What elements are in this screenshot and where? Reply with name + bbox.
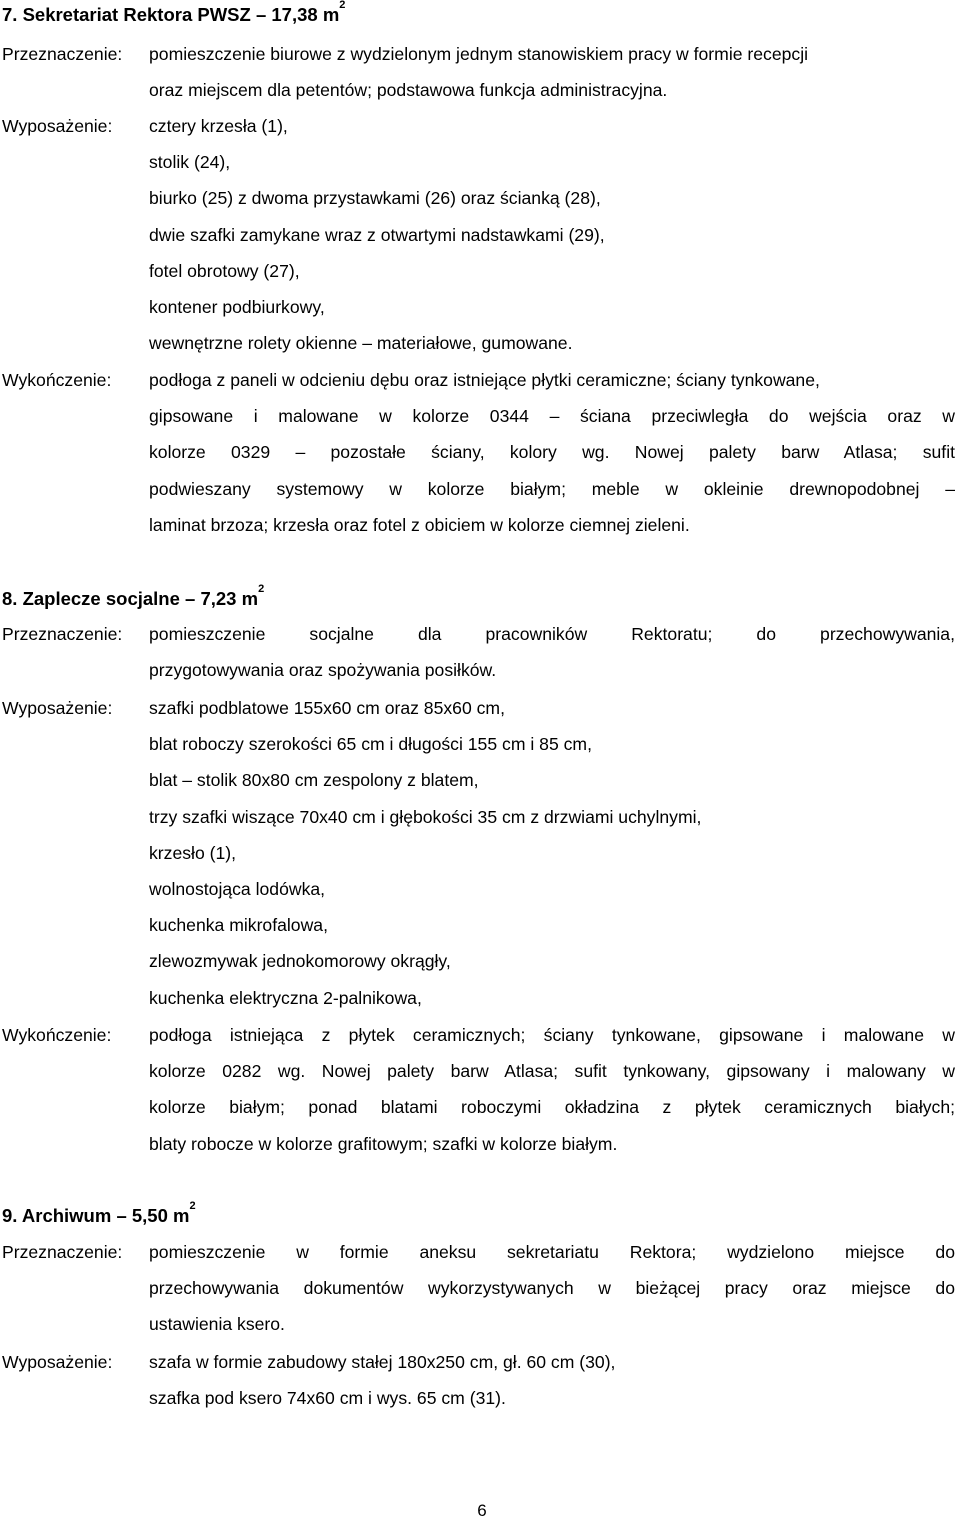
wykonczenie-text — [149, 362, 955, 543]
wyposazenie-list — [149, 108, 955, 361]
text-line: gipsowane i malowane w kolorze 0344 – ściana przeciwległa do wejścia oraz w — [149, 406, 955, 427]
przeznaczenie-label: Przeznaczenie: — [2, 44, 123, 64]
wyposazenie-list — [149, 1344, 955, 1416]
text-line: pomieszczenie biurowe z wydzielonym jednym stanowiskiem pracy w formie recepcji — [149, 44, 809, 64]
text-line: podwieszany systemowy w kolorze białym; meble w okleinie drewnopodobnej – — [149, 478, 955, 499]
text-line: oraz miejscem dla petentów; podstawowa funkcja administracyjna. — [149, 80, 668, 101]
list-item: fotel obrotowy (27), — [149, 260, 300, 281]
text-line: przygotowywania oraz spożywania posiłków. — [149, 660, 497, 681]
section-9-unit-sup: 2 — [189, 1200, 196, 1212]
text-line: podłoga istniejąca z płytek ceramicznych; ściany tynkowane, gipsowane i malowane w — [149, 1025, 955, 1045]
przeznaczenie-text — [149, 36, 955, 108]
text-line: podłoga z paneli w odcieniu dębu oraz istniejące płytki ceramiczne; ściany tynkowane, — [149, 370, 820, 390]
text-line: kolorze białym; ponad blatami roboczymi okładzina z płytek ceramicznych białych; — [149, 1097, 955, 1118]
page-number: 6 — [477, 1501, 487, 1520]
list-item: zlewozmywak jednokomorowy okrągły, — [149, 951, 451, 972]
list-item: biurko (25) z dwoma przystawkami (26) oraz ścianką (28), — [149, 188, 601, 209]
przeznaczenie-label: Przeznaczenie: — [2, 624, 123, 644]
text-line: pomieszczenie w formie aneksu sekretariatu Rektora; wydzielono miejsce do — [149, 1242, 955, 1262]
text-line: kolorze 0329 – pozostałe ściany, kolory wg. Nowej palety barw Atlasa; sufit — [149, 442, 955, 463]
list-item: szafa w formie zabudowy stałej 180x250 cm, gł. 60 cm (30), — [149, 1352, 616, 1372]
section-7-heading — [2, 0, 346, 26]
text-line: ustawienia ksero. — [149, 1314, 285, 1335]
section-7-title: 7. Sekretariat Rektora PWSZ – 17,38 m — [2, 4, 340, 25]
wyposazenie-list — [149, 690, 955, 1016]
text-line: pomieszczenie socjalne dla pracowników Rektoratu; do przechowywania, — [149, 624, 955, 644]
section-8-heading — [2, 583, 265, 610]
list-item: cztery krzesła (1), — [149, 116, 288, 136]
section-9-heading — [2, 1200, 196, 1227]
wyposazenie-label: Wyposażenie: — [2, 1352, 113, 1372]
section-8-unit-sup: 2 — [258, 583, 265, 595]
text-line: przechowywania dokumentów wykorzystywanych w bieżącej pracy oraz miejsce do — [149, 1278, 955, 1299]
list-item: szafki podblatowe 155x60 cm oraz 85x60 cm, — [149, 698, 505, 718]
wykonczenie-label: Wykończenie: — [2, 1025, 112, 1045]
list-item: kuchenka elektryczna 2-palnikowa, — [149, 987, 422, 1008]
text-line: kolorze 0282 wg. Nowej palety barw Atlasa; sufit tynkowany, gipsowany i malowany w — [149, 1061, 955, 1082]
list-item: szafka pod ksero 74x60 cm i wys. 65 cm (31). — [149, 1388, 506, 1409]
list-item: kontener podbiurkowy, — [149, 296, 325, 317]
przeznaczenie-text — [149, 1234, 955, 1343]
list-item: trzy szafki wiszące 70x40 cm i głębokości 35 cm z drzwiami uchylnymi, — [149, 806, 702, 827]
list-item: kuchenka mikrofalowa, — [149, 915, 328, 936]
wyposazenie-label: Wyposażenie: — [2, 698, 113, 718]
text-line: laminat brzoza; krzesła oraz fotel z obiciem w kolorze ciemnej zieleni. — [149, 514, 690, 535]
list-item: wolnostojąca lodówka, — [149, 878, 326, 899]
list-item: stolik (24), — [149, 152, 231, 173]
przeznaczenie-label: Przeznaczenie: — [2, 1242, 123, 1262]
list-item: blat – stolik 80x80 cm zespolony z blatem, — [149, 770, 479, 791]
list-item: wewnętrzne rolety okienne – materiałowe, gumowane. — [149, 333, 573, 354]
list-item: blat roboczy szerokości 65 cm i długości 155 cm i 85 cm, — [149, 734, 592, 755]
section-7-unit-sup: 2 — [339, 0, 346, 11]
text-line: blaty robocze w kolorze grafitowym; szafki w kolorze białym. — [149, 1133, 618, 1154]
wykonczenie-text — [149, 1017, 955, 1162]
wykonczenie-label: Wykończenie: — [2, 370, 112, 390]
list-item: dwie szafki zamykane wraz z otwartymi nadstawkami (29), — [149, 224, 605, 245]
wyposazenie-label: Wyposażenie: — [2, 116, 113, 136]
list-item: krzesło (1), — [149, 842, 237, 863]
section-8-title: 8. Zaplecze socjalne – 7,23 m — [2, 588, 259, 609]
section-9-title: 9. Archiwum – 5,50 m — [2, 1205, 190, 1226]
przeznaczenie-text — [149, 616, 955, 688]
